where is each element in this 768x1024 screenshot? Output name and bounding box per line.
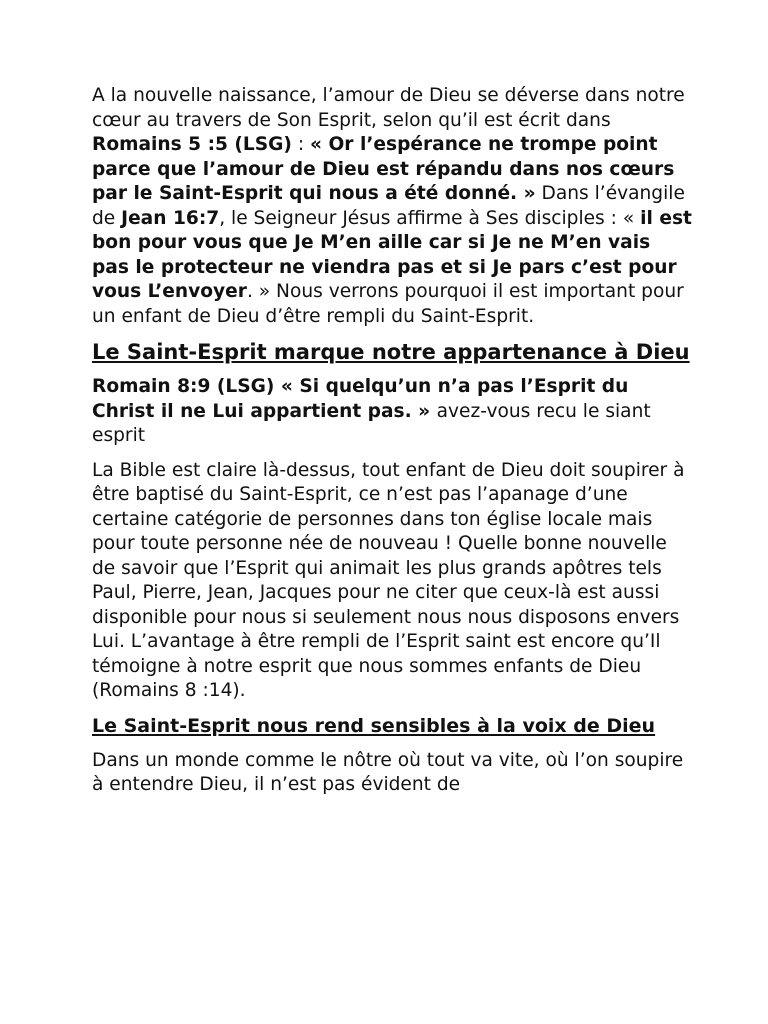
text-run: A la nouvelle naissance, l’amour de Dieu se déverse dans notre cœur au travers de Son Esprit, selon qu’il est écrit dans (92, 85, 685, 131)
text-run: Dans l’évangile de (92, 183, 685, 229)
intro-paragraph (92, 84, 692, 329)
text-run: . » (404, 400, 437, 422)
section-heading: Le Saint-Esprit marque notre appartenance à Dieu (92, 340, 690, 364)
scripture-reference: Romains 5 :5 (LSG) (92, 134, 292, 155)
scripture-quote: « Or l’espérance ne trompe point parce que l’amour de Dieu est répandu dans nos cœurs par le Saint-Esprit qui nous a été donné. » (92, 134, 675, 204)
text-run: . » Nous verrons pourquoi il est important pour un enfant de Dieu d’être rempli du Saint-Esprit. (92, 281, 684, 327)
section-heading: Le Saint-Esprit nous rend sensibles à la voix de Dieu (92, 714, 656, 737)
body-paragraph: Dans un monde comme le nôtre où tout va vite, où l’on soupire à entendre Dieu, il n’est pas évident de (92, 749, 684, 795)
scripture-quote: Romain 8:9 (LSG) « Si quelqu’un n’a pas l’Esprit du Christ il ne Lui appartient pas (92, 376, 629, 422)
document-page (92, 84, 692, 808)
text-run: , le Seigneur Jésus affirme à Ses disciples : « (219, 207, 641, 229)
verse-paragraph (92, 375, 692, 449)
text-run: : (291, 134, 311, 155)
scripture-reference: Jean 16:7 (121, 207, 220, 229)
scripture-quote: il est bon pour vous que Je M’en aille car si Je ne M’en vais pas le protecteur ne viendra pas et si Je pars c’est pour vous L’envoyer (92, 207, 692, 302)
text-run: avez-vous recu le siant esprit (92, 400, 651, 446)
body-paragraph: La Bible est claire là-dessus, tout enfant de Dieu doit soupirer à être baptisé du Saint-Esprit, ce n’est pas l’apanage d’une certaine catégorie de personnes dans ton église locale mais pour toute personne née de nouveau ! Quelle bonne nouvelle de savoir que l’Esprit qui animait les plus grands apôtres tels Paul, Pierre, Jean, Jacques pour ne citer que ceux-là est aussi disponible pour nous si seulement nous nous disposons envers Lui. L’avantage à être rempli de l’Esprit saint est encore qu’Il témoigne à notre esprit que nous sommes enfants de Dieu (Romains 8 :14). (92, 459, 685, 701)
